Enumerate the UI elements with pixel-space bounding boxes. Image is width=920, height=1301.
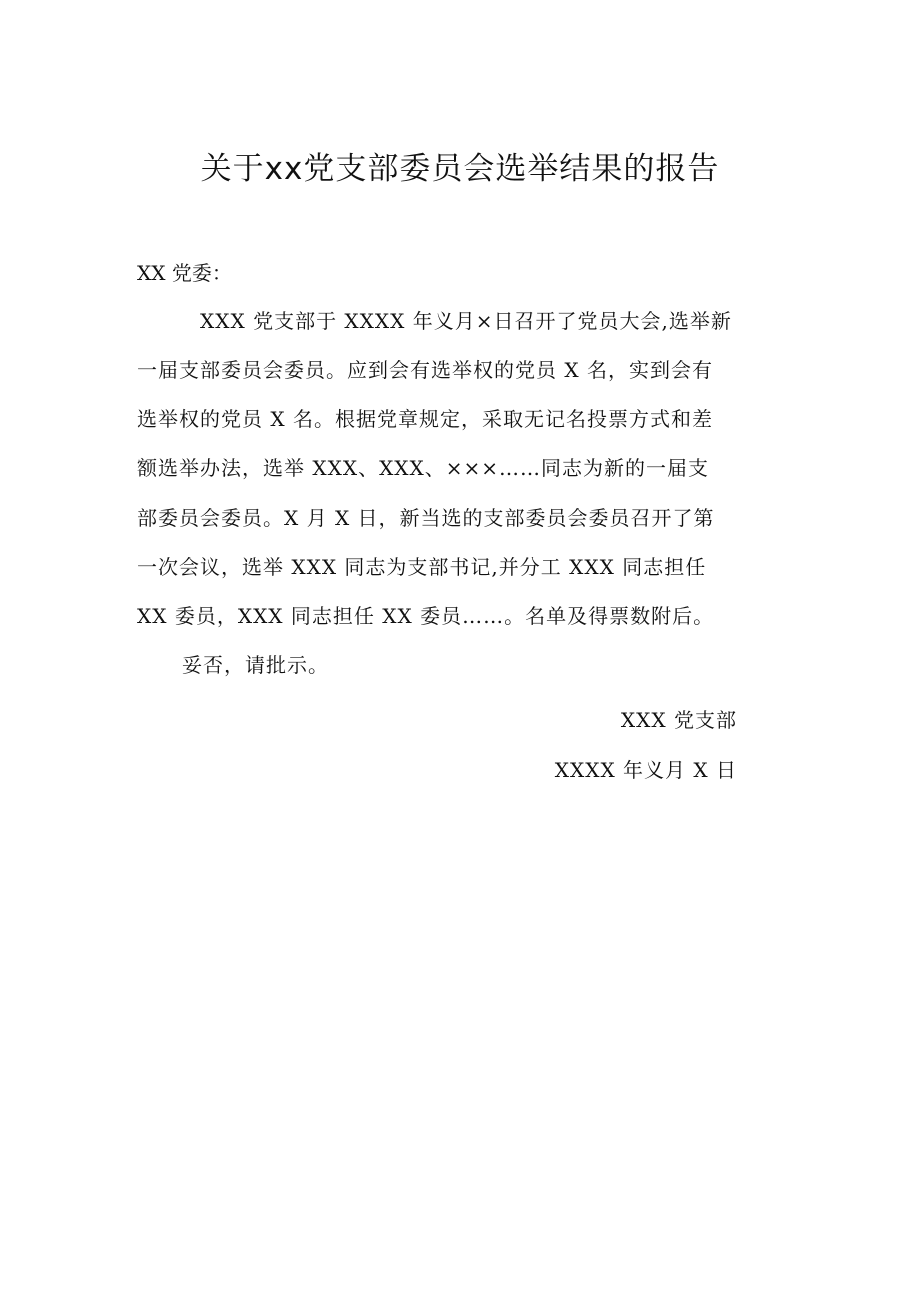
body-line: XXX 党支部于 XXXX 年义月×日召开了党员大会,选举新: [200, 309, 732, 333]
body-line: 部委员会委员。X 月 X 日，新当选的支部委员会委员召开了第: [137, 506, 715, 530]
body-line: 一届支部委员会委员。应到会有选举权的党员 X 名，实到会有: [137, 358, 713, 382]
body-line: 一次会议，选举 XXX 同志为支部书记,并分工 XXX 同志担任: [137, 555, 707, 579]
body-line: 选举权的党员 X 名。根据党章规定，采取无记名投票方式和差: [137, 407, 713, 431]
report-title: 关于xx党支部委员会选举结果的报告: [200, 151, 720, 187]
closing-request: 妥否，请批示。: [182, 653, 329, 677]
body-line: XX 委员，XXX 同志担任 XX 委员……。名单及得票数附后。: [137, 604, 715, 628]
salutation: XX 党委：: [137, 261, 232, 285]
body-line: 额选举办法，选举 XXX、XXX、×××……同志为新的一届支: [137, 456, 710, 480]
signature-organization: XXX 党支部: [620, 708, 737, 732]
signature-date: XXXX 年义月 X 日: [554, 758, 737, 782]
